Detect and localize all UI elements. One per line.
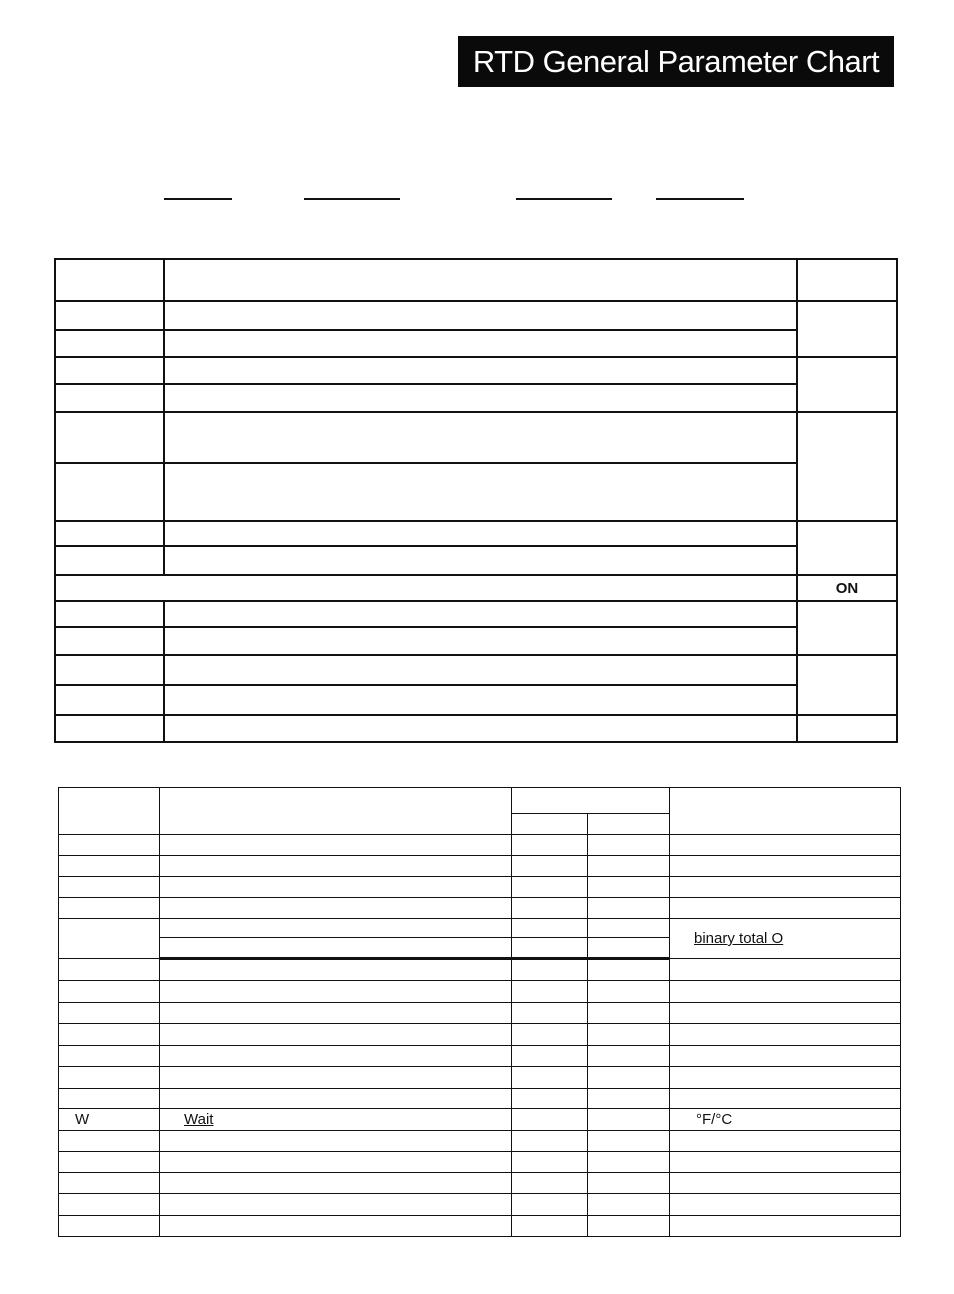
table-row [55,412,897,463]
table-cell [160,877,512,898]
table-cell [670,1089,901,1109]
table-cell [59,1173,160,1194]
table-cell [797,357,897,412]
table-header-row [55,259,897,301]
table-cell [670,898,901,919]
table-row [59,1003,901,1024]
table-cell [512,1194,588,1216]
table-cell [797,301,897,357]
table-row [55,521,897,546]
table-cell [512,1109,588,1131]
table-cell [55,546,164,575]
table-row [59,1194,901,1216]
table-row [55,575,897,601]
table-cell [55,715,164,742]
table-row [59,1131,901,1152]
table-row [55,655,897,685]
table-row [59,1173,901,1194]
table-cell [59,1067,160,1089]
table-cell [588,1003,670,1024]
table-cell [160,1152,512,1173]
table-cell [670,835,901,856]
table-cell [512,959,588,981]
wait-code: W [59,1109,160,1131]
table-cell [588,1131,670,1152]
table-cell [588,1152,670,1173]
table-cell [670,1003,901,1024]
table-cell [670,1194,901,1216]
table-cell [164,357,797,384]
table-cell [512,835,588,856]
table-cell [59,1046,160,1067]
table-row [59,877,901,898]
parameter-detail-table [58,787,901,1237]
table-cell [512,1131,588,1152]
table-cell [59,959,160,981]
table-row [59,1109,901,1131]
table-cell [55,412,164,463]
table-row [59,898,901,919]
table-cell [59,981,160,1003]
blank-line-1 [164,198,232,200]
table-row [59,1024,901,1046]
table-row [55,546,897,575]
table-cell [59,1089,160,1109]
on-value: ON [797,575,897,601]
table-cell [670,1216,901,1237]
table-row [55,384,897,412]
table-cell [160,919,512,938]
table-cell [797,259,897,301]
table-cell [164,715,797,742]
table-cell [670,959,901,981]
table-cell [59,788,160,835]
table-cell [55,384,164,412]
table-cell [164,655,797,685]
table-cell [588,919,670,938]
table-cell [512,1089,588,1109]
table-header-row [59,788,901,814]
table-cell [588,1067,670,1089]
table-cell [160,1173,512,1194]
table-cell [55,301,164,330]
table-cell [160,898,512,919]
table-cell [164,412,797,463]
table-cell [164,627,797,655]
blank-line-3 [516,198,612,200]
table-cell [588,877,670,898]
table-cell [670,856,901,877]
table-cell [160,1131,512,1152]
table-cell [588,856,670,877]
table-cell [797,601,897,655]
table-cell [588,898,670,919]
table-cell [59,1024,160,1046]
table-cell [164,521,797,546]
table-cell [797,715,897,742]
table-cell [55,357,164,384]
table-cell [512,1152,588,1173]
table-row [59,856,901,877]
general-parameter-table [54,258,898,743]
table-cell [670,877,901,898]
table-cell [797,655,897,715]
table-cell [160,788,512,835]
table-cell [670,1173,901,1194]
table-cell [588,938,670,959]
table-cell [670,788,901,835]
table-cell [164,259,797,301]
table-cell [55,259,164,301]
binary-total-note: binary total O [670,919,901,959]
table-cell [59,1194,160,1216]
blank-line-2 [304,198,400,200]
table-row [59,919,901,938]
table-cell [588,1109,670,1131]
table-cell [160,959,512,981]
table-cell [160,938,512,959]
table-cell [512,788,670,814]
table-cell [59,877,160,898]
table-row [59,1067,901,1089]
table-cell [512,981,588,1003]
table-cell [588,1024,670,1046]
table-cell [164,301,797,330]
table-cell [797,521,897,575]
table-cell [512,1067,588,1089]
table-row [59,1046,901,1067]
table-cell [512,938,588,959]
table-cell [512,1003,588,1024]
table-cell [160,1216,512,1237]
table-row [55,601,897,627]
table-cell [55,655,164,685]
table-cell [59,898,160,919]
table-cell [588,835,670,856]
table-cell [55,330,164,357]
table-row [59,1152,901,1173]
table-row [59,835,901,856]
table-cell [55,521,164,546]
table-cell [164,546,797,575]
table-cell [164,463,797,521]
table-cell [164,384,797,412]
table-cell [55,463,164,521]
table-cell [588,1194,670,1216]
table-cell [59,856,160,877]
wait-label: Wait [160,1109,512,1131]
table-cell [55,575,797,601]
table-row [59,981,901,1003]
table-cell [512,877,588,898]
table-cell [670,981,901,1003]
table-cell [670,1152,901,1173]
table-row [55,301,897,330]
table-cell [160,856,512,877]
table-row [59,1216,901,1237]
table-cell [512,898,588,919]
table-cell [588,1046,670,1067]
table-cell [160,1194,512,1216]
table-cell [160,1003,512,1024]
table-cell [164,601,797,627]
table-cell [55,601,164,627]
table-cell [160,1089,512,1109]
table-cell [164,685,797,715]
table-cell [670,1131,901,1152]
table-cell [512,814,588,835]
table-row [55,685,897,715]
table-cell [670,1024,901,1046]
table-cell [512,856,588,877]
table-cell [512,919,588,938]
table-row [55,715,897,742]
table-cell [588,1089,670,1109]
table-cell [59,835,160,856]
table-row [59,1089,901,1109]
table-row [55,463,897,521]
table-cell [59,1003,160,1024]
table-cell [160,1067,512,1089]
table-row [55,357,897,384]
table-cell [160,835,512,856]
page-title: RTD General Parameter Chart [458,36,894,87]
table-cell [55,685,164,715]
table-cell [164,330,797,357]
table-cell [588,814,670,835]
table-row [55,627,897,655]
table-cell [797,412,897,521]
table-cell [512,1216,588,1237]
table-cell [160,1046,512,1067]
table-cell [670,1067,901,1089]
table-cell [512,1046,588,1067]
table-cell [588,959,670,981]
table-cell [59,1216,160,1237]
table-cell [59,1152,160,1173]
table-cell [55,627,164,655]
table-cell [670,1046,901,1067]
table-cell [59,1131,160,1152]
table-cell [59,919,160,959]
table-row [55,330,897,357]
table-cell [512,1173,588,1194]
table-row [59,959,901,981]
blank-line-4 [656,198,744,200]
table-cell [512,1024,588,1046]
table-cell [588,981,670,1003]
table-cell [588,1173,670,1194]
table-cell [160,981,512,1003]
table-cell [160,1024,512,1046]
units-note: °F/°C [670,1109,901,1131]
table-cell [588,1216,670,1237]
